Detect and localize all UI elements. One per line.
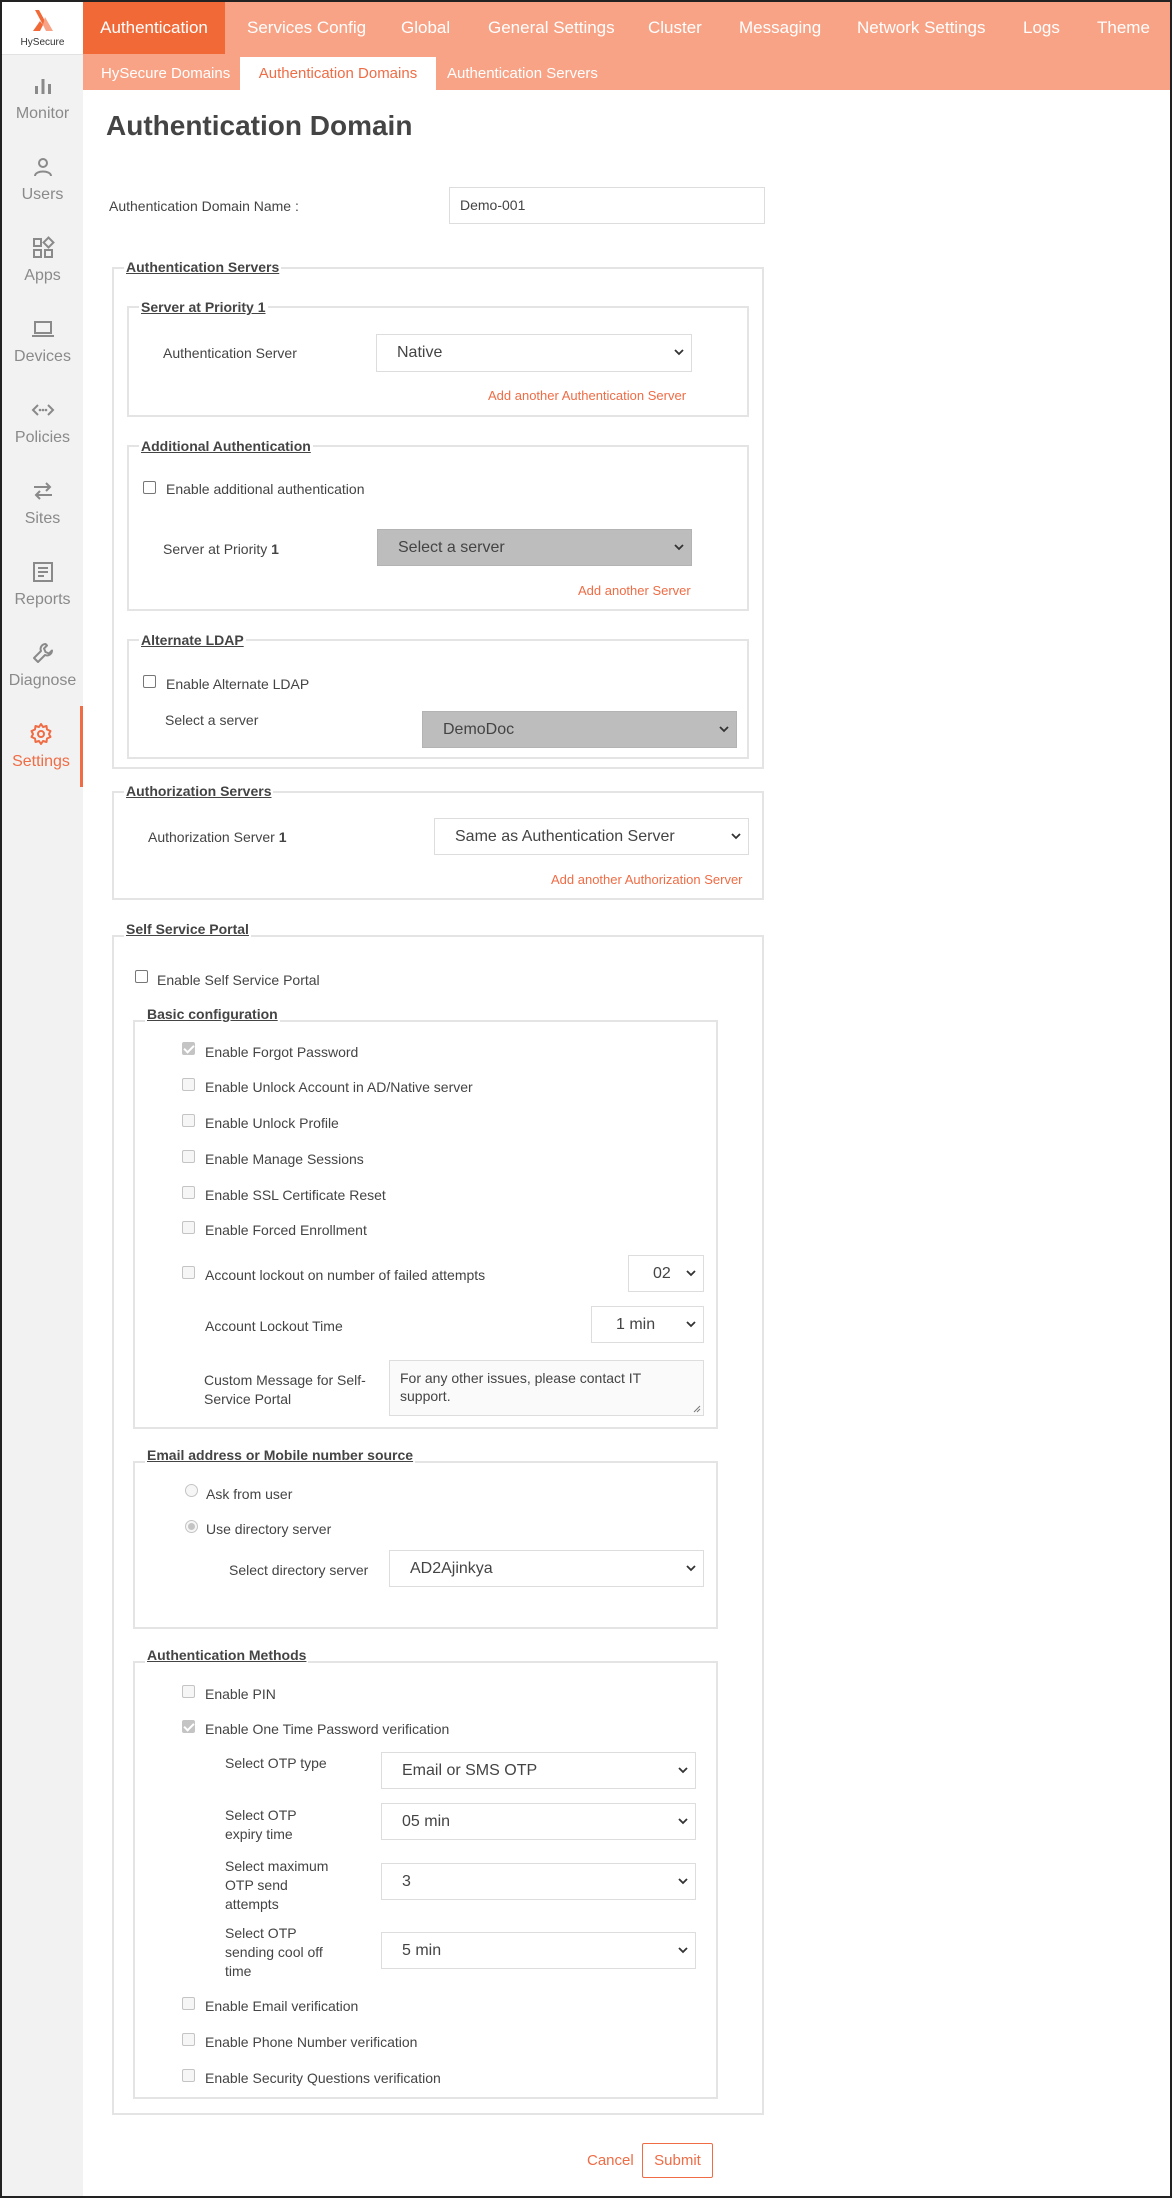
additional-server-select[interactable]: [377, 529, 692, 566]
use-directory-label: Use directory server: [206, 1521, 332, 1537]
account-lockout-label: Account lockout on number of failed attempts: [205, 1267, 486, 1283]
tab-logs[interactable]: Logs: [1023, 18, 1060, 37]
sub-nav: [83, 54, 1172, 90]
sidebar-item-label: Settings: [12, 753, 70, 770]
logo: [2, 2, 83, 55]
sidebar-item-label: Apps: [24, 267, 61, 284]
otp-max-label-line1: Select maximum: [225, 1858, 329, 1874]
domain-name-input[interactable]: Demo-001: [449, 187, 765, 224]
cancel-button[interactable]: Cancel: [587, 2152, 634, 2169]
email-verification-label: Enable Email verification: [205, 1998, 359, 2014]
enable-ssp-checkbox[interactable]: [135, 970, 148, 983]
tab-services-config[interactable]: Services Config: [247, 18, 367, 37]
enable-additional-auth-label: Enable additional authentication: [166, 481, 365, 497]
page-title: Authentication Domain: [106, 110, 413, 141]
enable-additional-auth-checkbox[interactable]: [143, 481, 156, 494]
hysecure-logo-icon: [31, 9, 55, 35]
otp-type-select[interactable]: [381, 1752, 696, 1789]
directory-server-label: Select directory server: [229, 1562, 369, 1578]
chevron-down-icon: [678, 1876, 688, 1886]
chevron-down-icon: [674, 347, 684, 357]
otp-cool-label-line1: Select OTP: [225, 1925, 297, 1941]
add-auth-server-link[interactable]: Add another Authentication Server: [488, 388, 687, 403]
sidebar-item-users[interactable]: [2, 139, 83, 220]
authorization-server-label: Authorization Server 1: [148, 829, 287, 845]
otp-type-label: Select OTP type: [225, 1755, 327, 1771]
otp-max-label-line2: OTP send: [225, 1877, 288, 1893]
unlock-profile-label: Enable Unlock Profile: [205, 1115, 339, 1131]
otp-cool-label-line2: sending cool off: [225, 1944, 323, 1960]
sidebar-item-label: Reports: [14, 591, 71, 608]
enable-pin-checkbox[interactable]: [182, 1685, 195, 1698]
enable-alternate-ldap-checkbox[interactable]: [143, 675, 156, 688]
additional-priority-label: Server at Priority 1: [163, 541, 279, 557]
ssl-reset-label: Enable SSL Certificate Reset: [205, 1187, 386, 1203]
unlock-account-label: Enable Unlock Account in AD/Native server: [205, 1079, 473, 1095]
sidebar-item-label: Devices: [14, 348, 71, 365]
phone-verification-checkbox[interactable]: [182, 2033, 195, 2046]
otp-type-value: Email or SMS OTP: [402, 1761, 538, 1779]
enable-otp-label: Enable One Time Password verification: [205, 1721, 450, 1737]
alternate-ldap-select-label: Select a server: [165, 712, 259, 728]
forced-enrollment-checkbox[interactable]: [182, 1221, 195, 1234]
forgot-password-checkbox[interactable]: [182, 1042, 195, 1055]
tab-general-settings[interactable]: General Settings: [488, 18, 615, 37]
alternate-ldap-value: DemoDoc: [443, 720, 515, 738]
lockout-time-label: Account Lockout Time: [205, 1318, 343, 1334]
tab-global[interactable]: Global: [401, 18, 451, 37]
chevron-down-icon: [686, 1563, 696, 1573]
submit-button[interactable]: Submit: [642, 2143, 713, 2178]
custom-message-textarea[interactable]: [389, 1360, 704, 1416]
ask-from-user-radio[interactable]: [185, 1484, 198, 1497]
auth-methods-legend: Authentication Methods: [147, 1647, 307, 1663]
chevron-down-icon: [678, 1945, 688, 1955]
add-additional-server-link[interactable]: Add another Server: [578, 583, 691, 598]
authorization-legend: Authorization Servers: [126, 783, 272, 799]
wrench-icon: [31, 641, 55, 665]
sidebar-item-label: Sites: [24, 510, 61, 527]
resize-handle-icon[interactable]: [693, 1405, 701, 1413]
security-questions-label: Enable Security Questions verification: [205, 2070, 441, 2086]
enable-alternate-ldap-label: Enable Alternate LDAP: [166, 676, 310, 692]
otp-cool-label-line3: time: [225, 1963, 252, 1979]
enable-pin-label: Enable PIN: [205, 1686, 276, 1702]
contact-source-legend: Email address or Mobile number source: [147, 1447, 414, 1463]
enable-otp-checkbox[interactable]: [182, 1720, 195, 1733]
custom-message-value: For any other issues, please contact IT support.: [400, 1370, 641, 1404]
otp-max-label-line3: attempts: [225, 1896, 279, 1912]
tab-theme[interactable]: Theme: [1097, 18, 1150, 37]
sidebar: [2, 2, 83, 2198]
report-icon: [31, 560, 55, 584]
phone-verification-label: Enable Phone Number verification: [205, 2034, 418, 2050]
otp-expiry-select[interactable]: [381, 1803, 696, 1840]
directory-server-select[interactable]: [389, 1550, 704, 1587]
domain-name-label: Authentication Domain Name :: [109, 198, 299, 214]
chevron-down-icon: [686, 1268, 696, 1278]
custom-message-label-line2: Service Portal: [204, 1391, 292, 1407]
sidebar-item-apps[interactable]: [2, 220, 83, 301]
priority-server-legend: Server at Priority 1: [141, 299, 266, 315]
ask-from-user-label: Ask from user: [206, 1486, 293, 1502]
otp-expiry-label-line2: expiry time: [225, 1826, 293, 1842]
apps-icon: [31, 236, 55, 260]
tab-messaging[interactable]: Messaging: [739, 18, 822, 37]
subtab-hysecure-domains[interactable]: HySecure Domains: [101, 65, 231, 82]
enable-ssp-label: Enable Self Service Portal: [157, 972, 320, 988]
email-verification-checkbox[interactable]: [182, 1997, 195, 2010]
failed-attempts-select[interactable]: [628, 1255, 704, 1292]
additional-auth-legend: Additional Authentication: [141, 438, 311, 454]
additional-server-value: Select a server: [398, 538, 505, 556]
sidebar-item-settings[interactable]: [2, 706, 83, 787]
tab-cluster[interactable]: Cluster: [648, 18, 702, 37]
subtab-authentication-domains[interactable]: Authentication Domains: [240, 57, 436, 90]
chevron-down-icon: [678, 1765, 688, 1775]
otp-cool-off-select[interactable]: [381, 1932, 696, 1969]
bar-chart-icon: [31, 74, 55, 98]
forgot-password-label: Enable Forgot Password: [205, 1044, 359, 1060]
security-questions-checkbox[interactable]: [182, 2069, 195, 2082]
auth-server-select[interactable]: [376, 334, 692, 372]
forced-enrollment-label: Enable Forced Enrollment: [205, 1222, 367, 1238]
laptop-icon: [31, 317, 55, 341]
otp-expiry-label-line1: Select OTP: [225, 1807, 297, 1823]
manage-sessions-label: Enable Manage Sessions: [205, 1151, 364, 1167]
chevron-down-icon: [731, 831, 741, 841]
gear-icon: [29, 722, 53, 746]
code-arrows-icon: [31, 398, 55, 422]
sidebar-item-policies[interactable]: [2, 382, 83, 463]
auth-servers-legend: Authentication Servers: [126, 259, 280, 275]
otp-max-attempts-value: 3: [402, 1872, 411, 1890]
add-authorization-server-link[interactable]: Add another Authorization Server: [551, 872, 743, 887]
otp-max-attempts-select[interactable]: [381, 1863, 696, 1900]
authorization-server-value: Same as Authentication Server: [455, 827, 675, 845]
account-lockout-checkbox[interactable]: [182, 1266, 195, 1279]
chevron-down-icon: [719, 724, 729, 734]
failed-attempts-value: 02: [653, 1264, 671, 1282]
basic-config-legend: Basic configuration: [147, 1006, 278, 1022]
sidebar-item-label: Policies: [14, 429, 71, 446]
sidebar-item-label: Monitor: [15, 105, 70, 122]
directory-server-value: AD2Ajinkya: [410, 1559, 493, 1577]
chevron-down-icon: [678, 1816, 688, 1826]
alternate-ldap-select[interactable]: [422, 711, 737, 748]
sidebar-item-label: Diagnose: [8, 672, 77, 689]
sidebar-item-monitor[interactable]: [2, 58, 83, 139]
tab-network-settings[interactable]: Network Settings: [857, 18, 986, 37]
lockout-time-select[interactable]: [591, 1306, 704, 1343]
tab-authentication[interactable]: Authentication: [83, 2, 225, 54]
ssl-reset-checkbox[interactable]: [182, 1186, 195, 1199]
use-directory-radio[interactable]: [185, 1520, 198, 1533]
sidebar-item-diagnose[interactable]: [2, 625, 83, 706]
alternate-ldap-legend: Alternate LDAP: [141, 632, 244, 648]
otp-expiry-value: 05 min: [402, 1812, 451, 1830]
custom-message-label-line1: Custom Message for Self-: [204, 1372, 366, 1388]
sidebar-item-label: Users: [21, 186, 64, 203]
sidebar-item-devices[interactable]: [2, 301, 83, 382]
lockout-time-value: 1 min: [616, 1315, 656, 1333]
auth-server-value: Native: [397, 344, 443, 361]
unlock-account-checkbox[interactable]: [182, 1078, 195, 1091]
brand-name: HySecure: [20, 36, 65, 48]
user-icon: [31, 155, 55, 179]
transfer-arrows-icon: [31, 479, 55, 503]
manage-sessions-checkbox[interactable]: [182, 1150, 195, 1163]
chevron-down-icon: [686, 1319, 696, 1329]
chevron-down-icon: [674, 542, 684, 552]
sidebar-item-sites[interactable]: [2, 463, 83, 544]
subtab-authentication-servers[interactable]: Authentication Servers: [447, 65, 598, 82]
unlock-profile-checkbox[interactable]: [182, 1114, 195, 1127]
otp-cool-off-value: 5 min: [402, 1941, 442, 1959]
sidebar-item-reports[interactable]: [2, 544, 83, 625]
top-nav: [83, 2, 1172, 54]
ssp-legend: Self Service Portal: [126, 921, 249, 937]
auth-server-label: Authentication Server: [163, 345, 297, 361]
authorization-server-select[interactable]: [434, 818, 749, 855]
